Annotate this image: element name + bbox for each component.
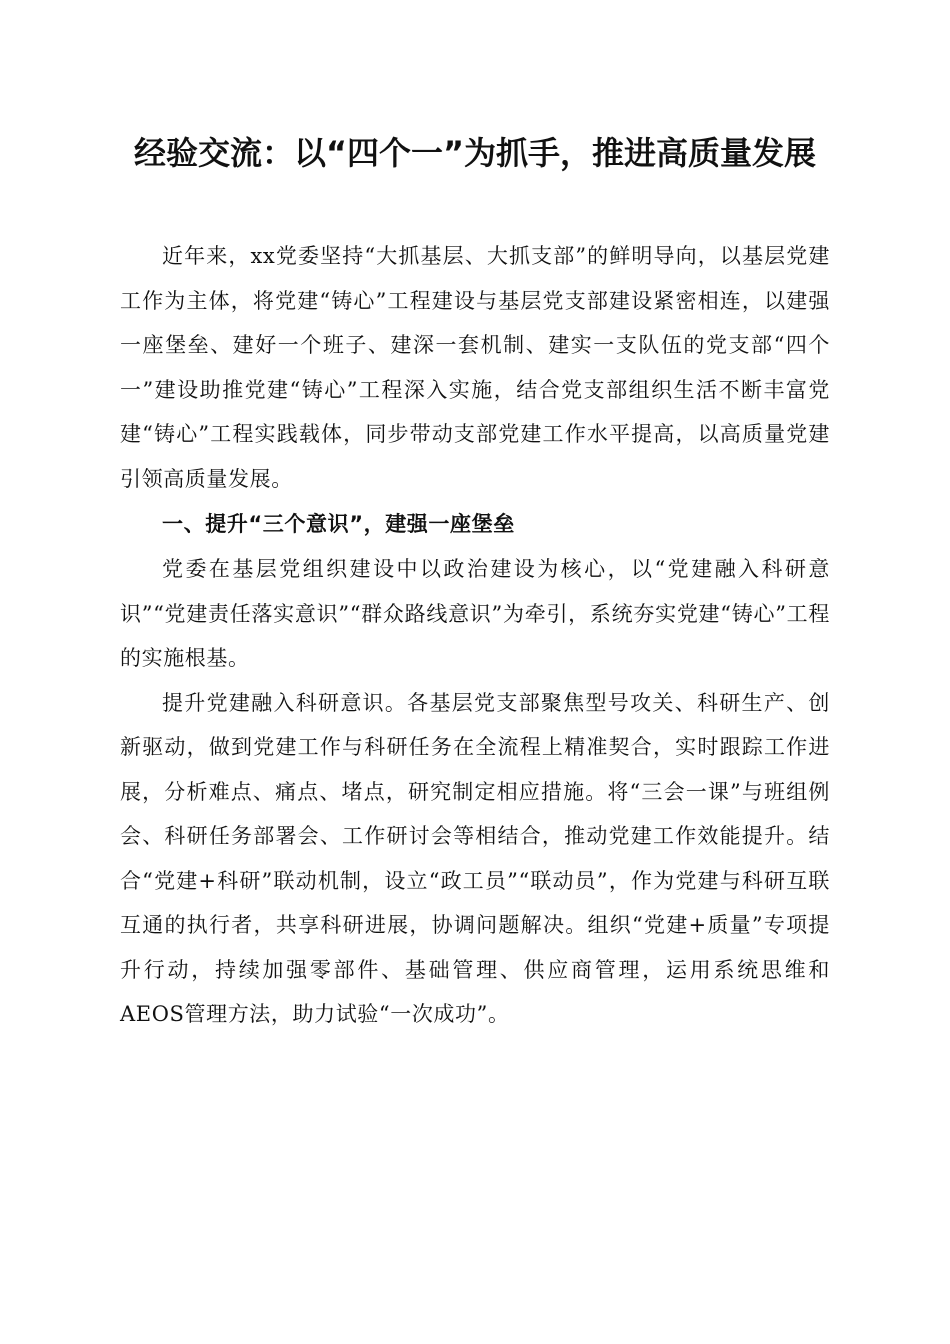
paragraph-research-awareness: 提升党建融入科研意识。各基层党支部聚焦型号攻关、科研生产、创新驱动，做到党建工作与科研任务在全流程上精准契合，实时跟踪工作进展，分析难点、痛点、堵点，研究制定相应措施。将“三会一课”与班组例会、科研任务部署会、工作研讨会等相结合，推动党建工作效能提升。结合“党建+科研”联动机制，设立“政工员”“联动员”，作为党建与科研互联互通的执行者，共享科研进展，协调问题解决。组织“党建+质量”专项提升行动，持续加强零部件、基础管理、供应商管理，运用系统思维和AEOS管理方法，助力试验“一次成功”。 — [120, 690, 830, 1026]
document-title: 经验交流：以“四个一”为抓手，推进高质量发展 — [133, 134, 817, 172]
paragraph-section-intro: 党委在基层党组织建设中以政治建设为核心，以“党建融入科研意识”“党建责任落实意识”“群众路线意识”为牵引，系统夯实党建“铸心”工程的实施根基。 — [120, 557, 830, 670]
document-page — [120, 130, 830, 1037]
paragraph-intro: 近年来，xx党委坚持“大抓基层、大抓支部”的鲜明导向，以基层党建工作为主体，将党建“铸心”工程建设与基层党支部建设紧密相连，以建强一座堡垒、建好一个班子、建深一套机制、建实一支队伍的党支部“四个一”建设助推党建“铸心”工程深入实施，结合党支部组织生活不断丰富党建“铸心”工程实践载体，同步带动支部党建工作水平提高，以高质量党建引领高质量发展。 — [120, 244, 830, 491]
document-body — [120, 234, 830, 1037]
section-heading: 一、提升“三个意识”，建强一座堡垒 — [162, 512, 515, 536]
